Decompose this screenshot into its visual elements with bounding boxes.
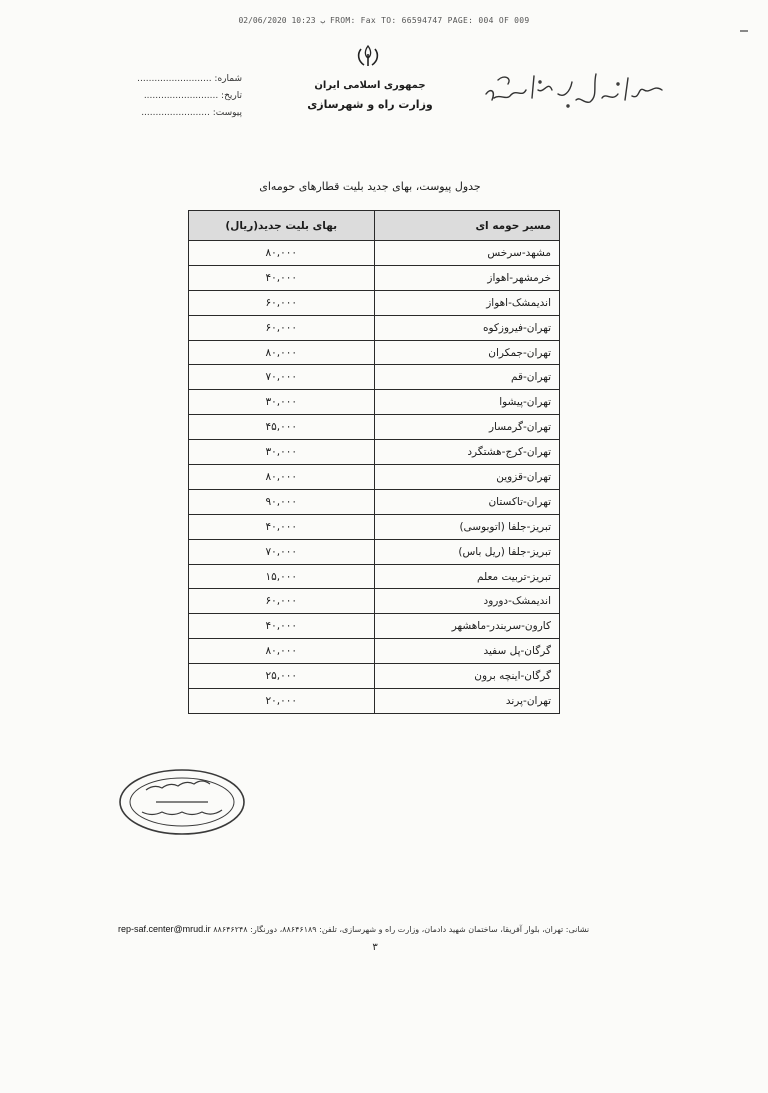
table-row — [189, 639, 560, 664]
route-cell: تهران-پرند — [374, 689, 560, 714]
price-cell: ۱۵,۰۰۰ — [189, 564, 375, 589]
table-row — [189, 265, 560, 290]
route-cell: مشهد-سرخس — [374, 241, 560, 266]
scan-mark — [740, 30, 748, 32]
table-row — [189, 315, 560, 340]
price-cell: ۹۰,۰۰۰ — [189, 489, 375, 514]
table-row — [189, 415, 560, 440]
council-calligraphy-signature — [478, 60, 668, 120]
table-title: جدول پیوست، بهای جدید بلیت قطارهای حومه‌ای — [259, 180, 481, 193]
price-cell: ۸۰,۰۰۰ — [189, 639, 375, 664]
table-row — [189, 290, 560, 315]
route-cell: گرگان-پل سفید — [374, 639, 560, 664]
table-row — [189, 440, 560, 465]
price-cell: ۴۰,۰۰۰ — [189, 514, 375, 539]
table-header-row — [189, 211, 560, 241]
iran-emblem-icon — [355, 44, 381, 68]
price-cell: ۷۰,۰۰۰ — [189, 365, 375, 390]
route-cell: تهران-گرمسار — [374, 415, 560, 440]
price-cell: ۶۰,۰۰۰ — [189, 315, 375, 340]
route-cell: تهران-قزوین — [374, 465, 560, 490]
table-row — [189, 365, 560, 390]
letter-date-field: تاریخ: .......................... — [143, 91, 242, 101]
route-cell: گرگان-اینچه برون — [374, 664, 560, 689]
table-row — [189, 241, 560, 266]
price-cell: ۳۰,۰۰۰ — [189, 390, 375, 415]
route-cell: کارون-سربندر-ماهشهر — [374, 614, 560, 639]
route-cell: تهران-قم — [374, 365, 560, 390]
route-cell: خرمشهر-اهواز — [374, 265, 560, 290]
route-cell: تهران-تاکستان — [374, 489, 560, 514]
footer-address-line — [118, 924, 638, 934]
fax-header: 02/06/2020 ب 10:23 FROM: Fax TO: 66594747 PAGE: 004 OF 009 — [238, 16, 530, 25]
table-row — [189, 514, 560, 539]
route-cell: تهران-کرج-هشتگرد — [374, 440, 560, 465]
price-column-header: بهای بلیت جدید(ریال) — [189, 211, 375, 241]
price-cell: ۸۰,۰۰۰ — [189, 465, 375, 490]
route-cell: تهران-فیروزکوه — [374, 315, 560, 340]
table-row — [189, 465, 560, 490]
price-cell: ۸۰,۰۰۰ — [189, 241, 375, 266]
table-row — [189, 614, 560, 639]
table-row — [189, 390, 560, 415]
ministry-title: وزارت راه و شهرسازی — [307, 98, 433, 111]
price-cell: ۶۰,۰۰۰ — [189, 589, 375, 614]
route-cell: تبریز-جلفا (ریل باس) — [374, 539, 560, 564]
ministry-seal-stamp — [116, 766, 248, 838]
price-cell: ۳۰,۰۰۰ — [189, 440, 375, 465]
footer-email: rep-saf.center@mrud.ir — [118, 924, 211, 934]
fares-table — [188, 210, 560, 714]
table-row — [189, 664, 560, 689]
price-cell: ۴۵,۰۰۰ — [189, 415, 375, 440]
table-row — [189, 489, 560, 514]
table-row — [189, 539, 560, 564]
price-cell: ۸۰,۰۰۰ — [189, 340, 375, 365]
price-cell: ۲۰,۰۰۰ — [189, 689, 375, 714]
table-row — [189, 689, 560, 714]
route-cell: اندیمشک-دورود — [374, 589, 560, 614]
republic-title: جمهوری اسلامی ایران — [314, 80, 426, 91]
price-cell: ۲۵,۰۰۰ — [189, 664, 375, 689]
route-cell: تبریز-جلفا (اتوبوسی) — [374, 514, 560, 539]
table-row — [189, 340, 560, 365]
price-cell: ۴۰,۰۰۰ — [189, 265, 375, 290]
route-column-header: مسیر حومه ای — [374, 211, 560, 241]
page-number: ۳ — [372, 942, 378, 953]
table-row — [189, 589, 560, 614]
letter-attachment-field: پیوست: ........................ — [141, 108, 242, 118]
route-cell: تهران-جمکران — [374, 340, 560, 365]
price-cell: ۴۰,۰۰۰ — [189, 614, 375, 639]
route-cell: تهران-پیشوا — [374, 390, 560, 415]
footer-address: نشانی: تهران، بلوار آفریقا، ساختمان شهید دادمان، وزارت راه و شهرسازی، تلفن: ۸۸۶۴۶۱۸۹، دورنگار: ۸۸۶۴۶۲۴۸ — [213, 925, 590, 934]
price-cell: ۶۰,۰۰۰ — [189, 290, 375, 315]
route-cell: اندیمشک-اهواز — [374, 290, 560, 315]
letter-number-field: شماره: .......................... — [137, 74, 242, 84]
price-cell: ۷۰,۰۰۰ — [189, 539, 375, 564]
table-row — [189, 564, 560, 589]
route-cell: تبریز-تربیت معلم — [374, 564, 560, 589]
